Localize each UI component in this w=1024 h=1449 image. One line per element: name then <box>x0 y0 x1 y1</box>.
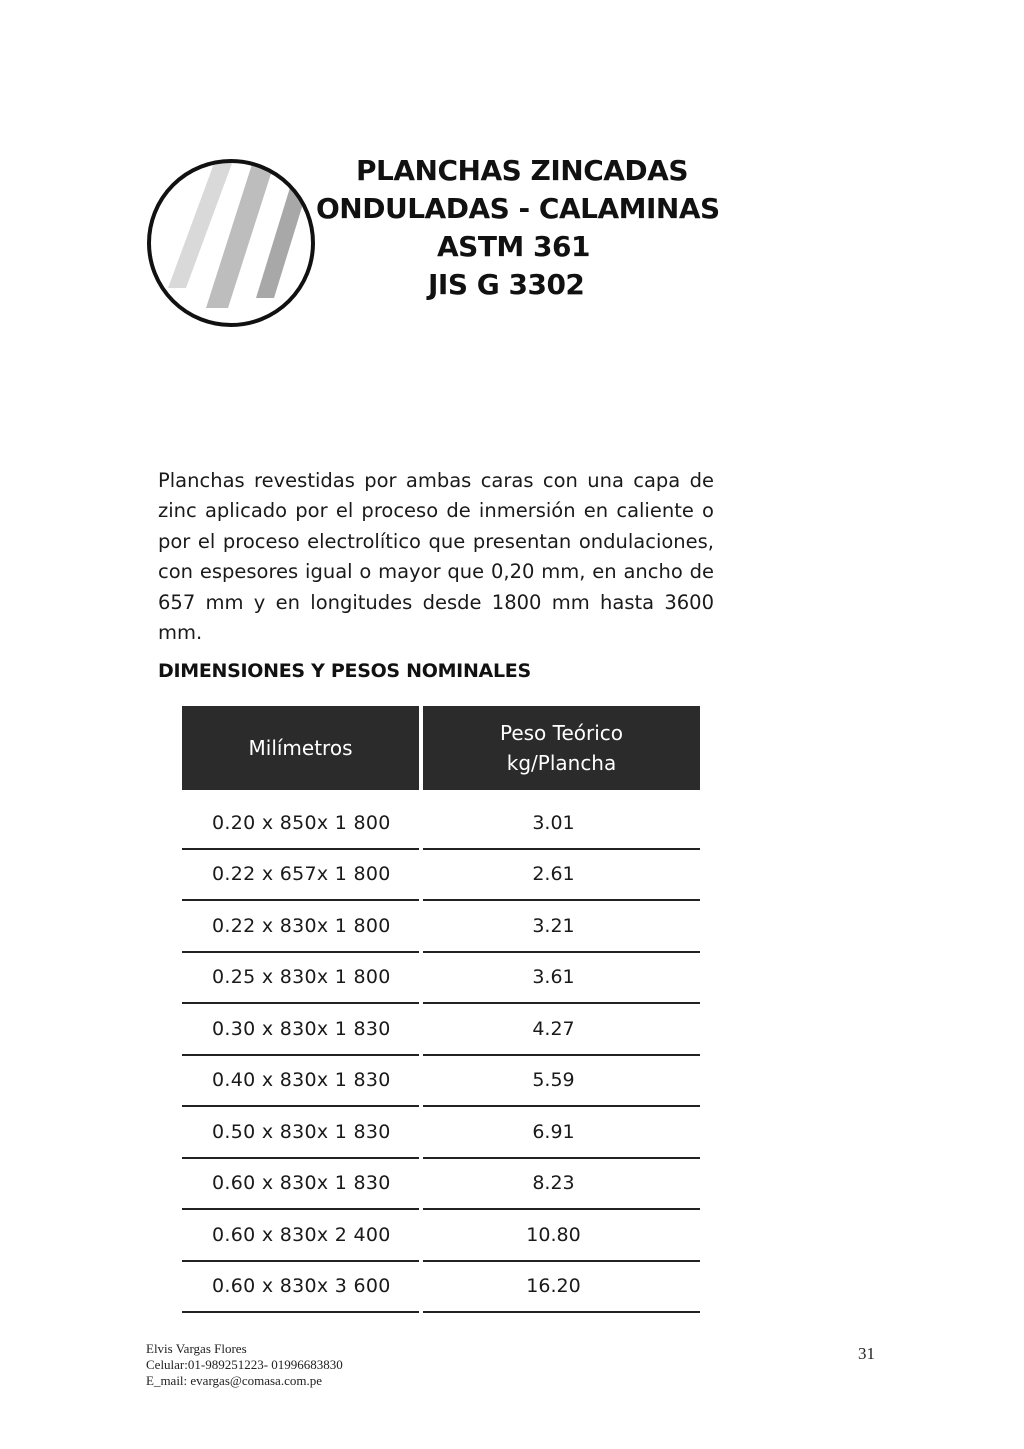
table-row <box>182 1210 700 1262</box>
description-paragraph: Planchas revestidas por ambas caras con una capa de zinc aplicado por el proceso de inmersión en caliente o por el proceso electrolítico que presentan ondulaciones, con espesores igual o mayor que 0,20 mm, en ancho de 657 mm y en longitudes desde 1800 mm hasta 3600 mm. <box>158 468 714 644</box>
cell-peso: 3.61 <box>423 953 700 1005</box>
header-peso-teorico <box>423 706 700 790</box>
header-peso-line-2: kg/Plancha <box>506 751 617 775</box>
dimensions-table <box>182 706 700 1313</box>
cell-milimetros: 0.60 x 830x 1 830 <box>182 1159 419 1211</box>
table-row <box>182 1159 700 1211</box>
footer-email: E_mail: evargas@comasa.com.pe <box>146 1373 322 1388</box>
header-milimetros: Milímetros <box>182 706 419 790</box>
cell-milimetros: 0.25 x 830x 1 800 <box>182 953 419 1005</box>
cell-peso: 16.20 <box>423 1262 700 1314</box>
cell-peso: 10.80 <box>423 1210 700 1262</box>
cell-peso: 3.21 <box>423 901 700 953</box>
cell-milimetros: 0.22 x 830x 1 800 <box>182 901 419 953</box>
table-row <box>182 1262 700 1314</box>
table-row <box>182 798 700 850</box>
title-line-4: JIS G 3302 <box>428 268 585 301</box>
footer-contact <box>146 1341 343 1389</box>
cell-peso: 4.27 <box>423 1004 700 1056</box>
table-body <box>182 798 700 1313</box>
section-heading: DIMENSIONES Y PESOS NOMINALES <box>158 660 531 682</box>
table-row <box>182 850 700 902</box>
header-peso-line-1: Peso Teórico <box>499 721 624 745</box>
cell-milimetros: 0.22 x 657x 1 800 <box>182 850 419 902</box>
table-row <box>182 901 700 953</box>
cell-peso: 5.59 <box>423 1056 700 1108</box>
table-row <box>182 953 700 1005</box>
cell-milimetros: 0.50 x 830x 1 830 <box>182 1107 419 1159</box>
cell-peso: 8.23 <box>423 1159 700 1211</box>
cell-milimetros: 0.20 x 850x 1 800 <box>182 798 419 850</box>
title-line-2: ONDULADAS - CALAMINAS <box>316 192 720 225</box>
page-number: 31 <box>858 1344 875 1363</box>
table-header <box>182 706 700 790</box>
cell-peso: 6.91 <box>423 1107 700 1159</box>
title-line-3: ASTM 361 <box>437 230 590 263</box>
footer-name: Elvis Vargas Flores <box>146 1341 247 1356</box>
table-row <box>182 1004 700 1056</box>
table-row <box>182 1056 700 1108</box>
product-logo-icon <box>146 158 316 328</box>
table-row <box>182 1107 700 1159</box>
cell-peso: 3.01 <box>423 798 700 850</box>
cell-milimetros: 0.40 x 830x 1 830 <box>182 1056 419 1108</box>
cell-milimetros: 0.60 x 830x 2 400 <box>182 1210 419 1262</box>
cell-milimetros: 0.30 x 830x 1 830 <box>182 1004 419 1056</box>
cell-peso: 2.61 <box>423 850 700 902</box>
footer-phone: Celular:01-989251223- 01996683830 <box>146 1357 343 1372</box>
title-line-1: PLANCHAS ZINCADAS <box>356 154 688 187</box>
cell-milimetros: 0.60 x 830x 3 600 <box>182 1262 419 1314</box>
page-title <box>312 152 720 304</box>
